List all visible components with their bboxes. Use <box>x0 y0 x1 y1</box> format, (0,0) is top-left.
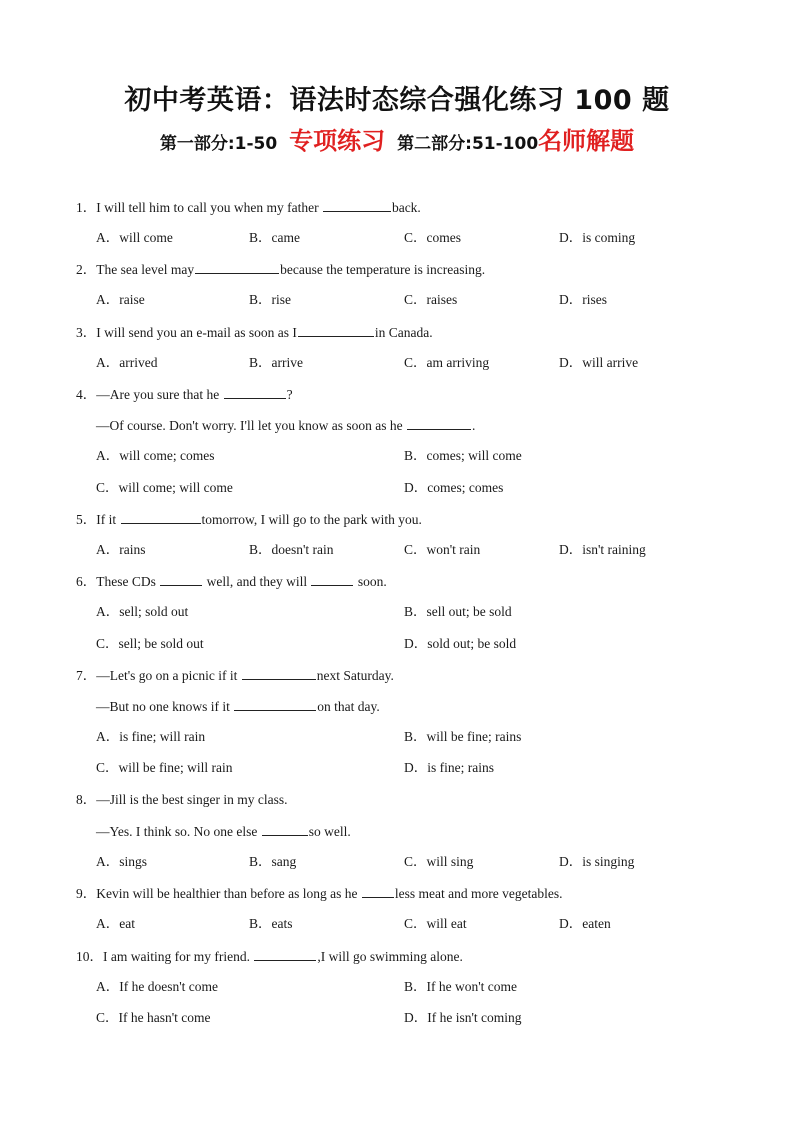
question-number: 3． <box>76 325 97 340</box>
question-number: 1． <box>76 200 97 215</box>
answer-blank <box>262 822 308 836</box>
option-c: C．will be fine; will rain <box>96 760 233 775</box>
question-5-stem: 5．If it tomorrow, I will go to the park with you. <box>76 512 422 527</box>
answer-blank <box>311 572 353 586</box>
option-b: B．If he won't come <box>404 979 518 994</box>
option-c: C．If he hasn't come <box>96 1010 211 1025</box>
option-a: A．is fine; will rain <box>96 729 206 744</box>
option-a: A．will come <box>96 230 173 245</box>
question-8-stem: 8．—Jill is the best singer in my class. <box>76 792 288 807</box>
document-subtitle <box>0 121 794 156</box>
option-d: D．rises <box>559 292 607 307</box>
answer-blank <box>323 198 391 212</box>
option-a: A．sings <box>96 854 148 869</box>
answer-blank <box>362 884 394 898</box>
document-title: 初中考英语：语法时态综合强化练习 100 题 <box>124 85 670 116</box>
answer-blank <box>298 323 374 337</box>
option-a: A．arrived <box>96 355 158 370</box>
part2-label: 第二部分:51-100 <box>397 134 539 154</box>
question-number: 9． <box>76 886 97 901</box>
option-d: D．is coming <box>559 230 636 245</box>
option-b: B．rise <box>249 292 291 307</box>
option-b: B．will be fine; rains <box>404 729 522 744</box>
option-a: A．raise <box>96 292 145 307</box>
question-number: 8． <box>76 792 97 807</box>
part1-highlight: 专项练习 <box>289 127 386 155</box>
option-a: A．eat <box>96 916 135 931</box>
answer-blank <box>121 510 201 524</box>
question-3-stem: 3．I will send you an e-mail as soon as I in Canada. <box>76 325 433 340</box>
option-d: D．is fine; rains <box>404 760 494 775</box>
option-a: A．If he doesn't come <box>96 979 219 994</box>
question-7-line2: —But no one knows if it on that day. <box>96 699 380 714</box>
question-1-stem: 1．I will tell him to call you when my father back. <box>76 200 421 215</box>
option-b: B．doesn't rain <box>249 542 334 557</box>
part1-label: 第一部分:1-50 <box>159 134 278 154</box>
option-b: B．sang <box>249 854 297 869</box>
answer-blank <box>242 666 316 680</box>
question-2-stem: 2．The sea level may because the temperature is increasing. <box>76 262 486 277</box>
question-9-stem: 9．Kevin will be healthier than before as long as he less meat and more vegetables. <box>76 886 563 901</box>
option-c: C．will sing <box>404 854 474 869</box>
option-a: A．rains <box>96 542 146 557</box>
option-b: B．eats <box>249 916 293 931</box>
answer-blank <box>407 416 471 430</box>
option-c: C．sell; be sold out <box>96 636 204 651</box>
answer-blank <box>234 697 316 711</box>
option-c: C．am arriving <box>404 355 490 370</box>
option-b: B．sell out; be sold <box>404 604 512 619</box>
option-a: A．sell; sold out <box>96 604 189 619</box>
question-number: 4． <box>76 387 97 402</box>
option-c: C．comes <box>404 230 461 245</box>
option-b: B．arrive <box>249 355 303 370</box>
question-4-stem: 4．—Are you sure that he ? <box>76 387 293 402</box>
option-d: D．comes; comes <box>404 480 504 495</box>
answer-blank <box>254 947 316 961</box>
question-number: 6． <box>76 574 97 589</box>
answer-blank <box>160 572 202 586</box>
question-number: 10． <box>76 949 103 964</box>
question-6-stem: 6．These CDs well, and they will soon. <box>76 574 387 589</box>
option-c: C．will eat <box>404 916 467 931</box>
option-d: D．sold out; be sold <box>404 636 517 651</box>
answer-blank <box>195 260 279 274</box>
option-d: D．will arrive <box>559 355 639 370</box>
option-b: B．comes; will come <box>404 448 522 463</box>
question-number: 7． <box>76 668 97 683</box>
option-c: C．raises <box>404 292 458 307</box>
option-c: C．won't rain <box>404 542 481 557</box>
option-d: D．eaten <box>559 916 611 931</box>
answer-blank <box>224 385 286 399</box>
part2-highlight: 名师解题 <box>538 127 635 155</box>
option-c: C．will come; will come <box>96 480 233 495</box>
question-4-line2: —Of course. Don't worry. I'll let you know as soon as he . <box>96 418 476 433</box>
option-d: D．is singing <box>559 854 635 869</box>
option-a: A．will come; comes <box>96 448 215 463</box>
question-8-line2: —Yes. I think so. No one else so well. <box>96 824 351 839</box>
option-d: D．isn't raining <box>559 542 646 557</box>
question-7-stem: 7．—Let's go on a picnic if it next Saturday. <box>76 668 394 683</box>
question-number: 2． <box>76 262 97 277</box>
question-number: 5． <box>76 512 97 527</box>
option-b: B．came <box>249 230 300 245</box>
option-d: D．If he isn't coming <box>404 1010 522 1025</box>
question-10-stem: 10．I am waiting for my friend. ,I will go swimming alone. <box>76 949 463 964</box>
